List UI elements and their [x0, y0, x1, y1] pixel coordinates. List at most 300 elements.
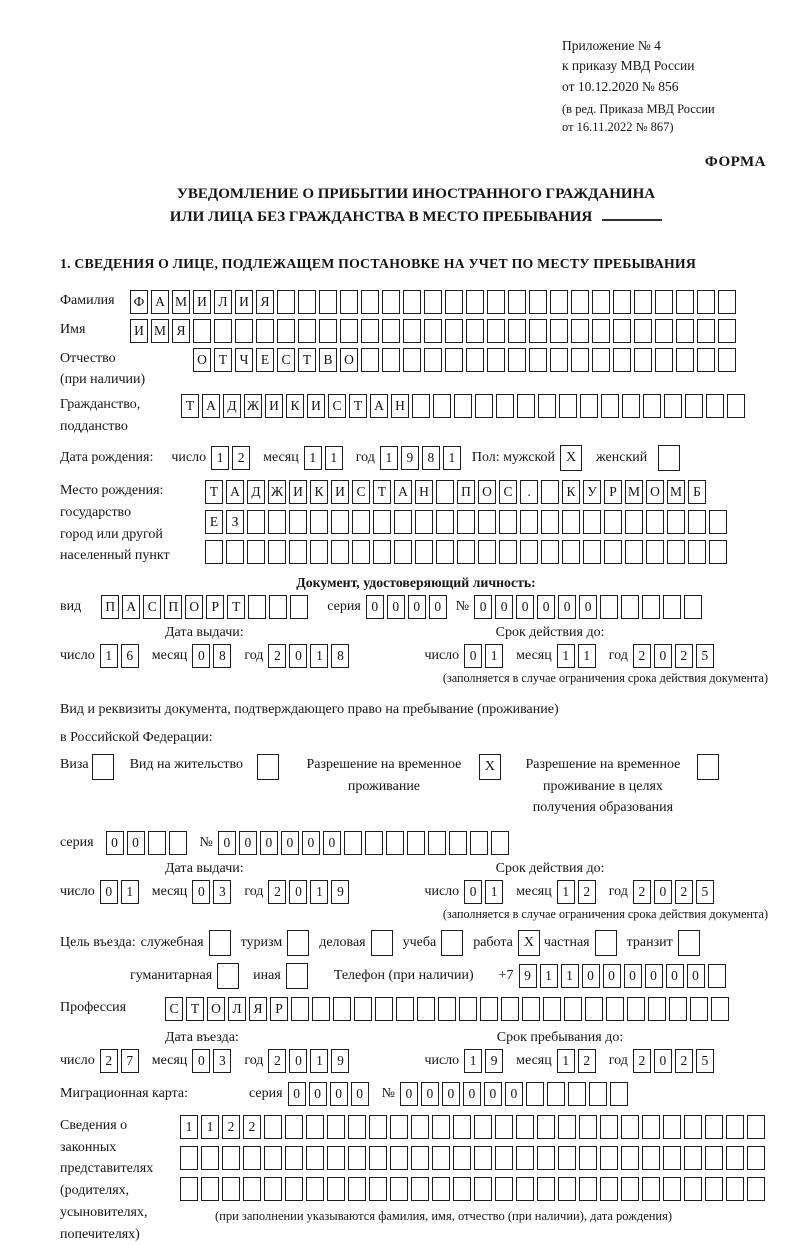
form-cell[interactable]: 0 — [464, 644, 482, 668]
form-cell[interactable] — [583, 540, 601, 564]
form-cell[interactable] — [306, 1115, 324, 1139]
form-cell[interactable]: 1 — [325, 446, 343, 470]
form-cell[interactable]: 0 — [464, 880, 482, 904]
form-cell[interactable] — [664, 394, 682, 418]
form-cell[interactable] — [621, 1146, 639, 1170]
form-cell[interactable] — [562, 510, 580, 534]
form-cell[interactable]: А — [226, 480, 244, 504]
form-cell[interactable]: 2 — [578, 1049, 596, 1073]
form-cell[interactable] — [369, 1115, 387, 1139]
form-cell[interactable]: 0 — [484, 1082, 502, 1106]
opt-study-checkbox[interactable] — [441, 930, 463, 956]
form-cell[interactable] — [688, 510, 706, 534]
form-cell[interactable]: . — [520, 480, 538, 504]
form-cell[interactable] — [705, 1177, 723, 1201]
form-cell[interactable] — [445, 348, 463, 372]
form-cell[interactable]: 0 — [463, 1082, 481, 1106]
form-cell[interactable] — [268, 510, 286, 534]
form-cell[interactable] — [705, 1146, 723, 1170]
form-cell[interactable] — [571, 290, 589, 314]
form-cell[interactable] — [508, 348, 526, 372]
form-cell[interactable] — [412, 394, 430, 418]
form-cell[interactable] — [433, 394, 451, 418]
form-cell[interactable]: К — [310, 480, 328, 504]
form-cell[interactable] — [394, 510, 412, 534]
form-cell[interactable] — [592, 348, 610, 372]
form-cell[interactable]: 0 — [260, 831, 278, 855]
form-cell[interactable]: 0 — [442, 1082, 460, 1106]
form-cell[interactable]: 9 — [519, 964, 537, 988]
form-cell[interactable] — [508, 319, 526, 343]
form-cell[interactable]: Т — [298, 348, 316, 372]
form-cell[interactable] — [382, 319, 400, 343]
form-cell[interactable] — [449, 831, 467, 855]
form-cell[interactable] — [289, 510, 307, 534]
form-cell[interactable]: 0 — [366, 595, 384, 619]
form-cell[interactable]: О — [193, 348, 211, 372]
form-cell[interactable]: Л — [214, 290, 232, 314]
form-cell[interactable] — [432, 1177, 450, 1201]
form-cell[interactable] — [445, 290, 463, 314]
form-cell[interactable] — [478, 540, 496, 564]
form-cell[interactable] — [390, 1146, 408, 1170]
form-cell[interactable] — [634, 348, 652, 372]
residence-permit-checkbox[interactable] — [257, 754, 279, 780]
form-cell[interactable] — [684, 1146, 702, 1170]
form-cell[interactable] — [667, 510, 685, 534]
form-cell[interactable] — [690, 997, 708, 1021]
form-cell[interactable] — [327, 1146, 345, 1170]
form-cell[interactable] — [348, 1146, 366, 1170]
form-cell[interactable] — [487, 290, 505, 314]
form-cell[interactable] — [520, 510, 538, 534]
form-cell[interactable]: 1 — [561, 964, 579, 988]
form-cell[interactable] — [520, 540, 538, 564]
form-cell[interactable]: С — [328, 394, 346, 418]
form-cell[interactable] — [600, 1115, 618, 1139]
form-cell[interactable]: П — [164, 595, 182, 619]
form-cell[interactable] — [579, 1177, 597, 1201]
form-cell[interactable] — [285, 1177, 303, 1201]
form-cell[interactable]: Я — [256, 290, 274, 314]
form-cell[interactable] — [663, 1177, 681, 1201]
form-cell[interactable]: Т — [349, 394, 367, 418]
form-cell[interactable]: 0 — [323, 831, 341, 855]
form-cell[interactable]: Р — [206, 595, 224, 619]
form-cell[interactable]: 9 — [485, 1049, 503, 1073]
temp-residence-edu-checkbox[interactable] — [697, 754, 719, 780]
form-cell[interactable]: 0 — [192, 880, 210, 904]
form-cell[interactable] — [604, 540, 622, 564]
form-cell[interactable] — [411, 1146, 429, 1170]
form-cell[interactable] — [706, 394, 724, 418]
form-cell[interactable] — [541, 540, 559, 564]
form-cell[interactable]: Р — [604, 480, 622, 504]
form-cell[interactable]: А — [394, 480, 412, 504]
form-cell[interactable] — [193, 319, 211, 343]
form-cell[interactable]: 1 — [557, 644, 575, 668]
form-cell[interactable]: 0 — [127, 831, 145, 855]
form-cell[interactable]: И — [307, 394, 325, 418]
form-cell[interactable] — [491, 831, 509, 855]
form-cell[interactable]: Я — [172, 319, 190, 343]
form-cell[interactable] — [601, 394, 619, 418]
form-cell[interactable] — [655, 348, 673, 372]
form-cell[interactable] — [424, 348, 442, 372]
form-cell[interactable] — [169, 831, 187, 855]
form-cell[interactable] — [243, 1146, 261, 1170]
form-cell[interactable] — [571, 348, 589, 372]
form-cell[interactable]: У — [583, 480, 601, 504]
form-cell[interactable] — [613, 348, 631, 372]
form-cell[interactable] — [642, 595, 660, 619]
form-cell[interactable] — [382, 290, 400, 314]
form-cell[interactable]: 2 — [100, 1049, 118, 1073]
form-cell[interactable]: 3 — [213, 880, 231, 904]
form-cell[interactable]: Б — [688, 480, 706, 504]
opt-tourism-checkbox[interactable] — [287, 930, 309, 956]
form-cell[interactable] — [264, 1146, 282, 1170]
form-cell[interactable] — [585, 997, 603, 1021]
form-cell[interactable] — [589, 1082, 607, 1106]
form-cell[interactable] — [600, 1146, 618, 1170]
form-cell[interactable]: 2 — [243, 1115, 261, 1139]
form-cell[interactable] — [550, 348, 568, 372]
form-cell[interactable] — [331, 540, 349, 564]
form-cell[interactable] — [516, 1115, 534, 1139]
form-cell[interactable] — [621, 1177, 639, 1201]
form-cell[interactable] — [718, 290, 736, 314]
form-cell[interactable]: К — [562, 480, 580, 504]
form-cell[interactable] — [369, 1177, 387, 1201]
form-cell[interactable]: 0 — [289, 1049, 307, 1073]
form-cell[interactable] — [496, 394, 514, 418]
form-cell[interactable] — [390, 1115, 408, 1139]
form-cell[interactable] — [610, 1082, 628, 1106]
form-cell[interactable] — [676, 319, 694, 343]
form-cell[interactable] — [417, 997, 435, 1021]
form-cell[interactable]: 1 — [557, 1049, 575, 1073]
form-cell[interactable]: 1 — [211, 446, 229, 470]
form-cell[interactable] — [361, 290, 379, 314]
form-cell[interactable] — [655, 290, 673, 314]
form-cell[interactable] — [726, 1146, 744, 1170]
form-cell[interactable]: К — [286, 394, 304, 418]
form-cell[interactable]: 1 — [310, 1049, 328, 1073]
form-cell[interactable] — [747, 1115, 765, 1139]
form-cell[interactable] — [529, 319, 547, 343]
form-cell[interactable] — [508, 290, 526, 314]
form-cell[interactable]: 0 — [400, 1082, 418, 1106]
form-cell[interactable] — [348, 1115, 366, 1139]
form-cell[interactable] — [646, 540, 664, 564]
form-cell[interactable]: 3 — [213, 1049, 231, 1073]
form-cell[interactable] — [361, 348, 379, 372]
form-cell[interactable]: 2 — [675, 880, 693, 904]
form-cell[interactable] — [708, 964, 726, 988]
form-cell[interactable]: 0 — [429, 595, 447, 619]
form-cell[interactable] — [277, 290, 295, 314]
form-cell[interactable] — [291, 997, 309, 1021]
form-cell[interactable]: 0 — [558, 595, 576, 619]
form-cell[interactable]: 2 — [268, 880, 286, 904]
form-cell[interactable]: 0 — [582, 964, 600, 988]
form-cell[interactable] — [306, 1146, 324, 1170]
form-cell[interactable] — [600, 1177, 618, 1201]
form-cell[interactable] — [290, 595, 308, 619]
form-cell[interactable] — [592, 319, 610, 343]
form-cell[interactable]: М — [172, 290, 190, 314]
form-cell[interactable]: И — [289, 480, 307, 504]
form-cell[interactable]: 0 — [516, 595, 534, 619]
form-cell[interactable]: М — [625, 480, 643, 504]
form-cell[interactable] — [382, 348, 400, 372]
form-cell[interactable] — [537, 1115, 555, 1139]
sex-male-checkbox[interactable]: X — [560, 445, 582, 471]
form-cell[interactable]: 5 — [696, 644, 714, 668]
form-cell[interactable] — [310, 540, 328, 564]
form-cell[interactable] — [235, 319, 253, 343]
form-cell[interactable] — [726, 1115, 744, 1139]
form-cell[interactable]: 5 — [696, 880, 714, 904]
form-cell[interactable] — [718, 319, 736, 343]
form-cell[interactable] — [625, 540, 643, 564]
form-cell[interactable]: 1 — [304, 446, 322, 470]
form-cell[interactable] — [634, 290, 652, 314]
form-cell[interactable] — [499, 540, 517, 564]
form-cell[interactable] — [310, 510, 328, 534]
form-cell[interactable]: С — [165, 997, 183, 1021]
form-cell[interactable]: 0 — [387, 595, 405, 619]
form-cell[interactable] — [436, 540, 454, 564]
form-cell[interactable]: 8 — [213, 644, 231, 668]
form-cell[interactable] — [478, 510, 496, 534]
form-cell[interactable]: 1 — [310, 644, 328, 668]
form-cell[interactable]: 0 — [192, 644, 210, 668]
form-cell[interactable]: Н — [415, 480, 433, 504]
form-cell[interactable] — [454, 394, 472, 418]
form-cell[interactable]: 1 — [557, 880, 575, 904]
form-cell[interactable]: Т — [214, 348, 232, 372]
form-cell[interactable]: 0 — [687, 964, 705, 988]
form-cell[interactable]: И — [130, 319, 148, 343]
form-cell[interactable] — [663, 1146, 681, 1170]
form-cell[interactable] — [499, 510, 517, 534]
form-cell[interactable] — [579, 1115, 597, 1139]
form-cell[interactable] — [411, 1115, 429, 1139]
form-cell[interactable] — [648, 997, 666, 1021]
form-cell[interactable] — [516, 1146, 534, 1170]
form-cell[interactable]: 0 — [495, 595, 513, 619]
form-cell[interactable] — [432, 1115, 450, 1139]
form-cell[interactable]: Ж — [244, 394, 262, 418]
form-cell[interactable] — [256, 319, 274, 343]
form-cell[interactable] — [543, 997, 561, 1021]
form-cell[interactable]: С — [499, 480, 517, 504]
form-cell[interactable] — [747, 1146, 765, 1170]
form-cell[interactable] — [663, 1115, 681, 1139]
form-cell[interactable]: 9 — [401, 446, 419, 470]
form-cell[interactable]: В — [319, 348, 337, 372]
opt-work-checkbox[interactable]: X — [518, 930, 540, 956]
form-cell[interactable]: О — [340, 348, 358, 372]
form-cell[interactable]: 1 — [121, 880, 139, 904]
form-cell[interactable] — [676, 290, 694, 314]
form-cell[interactable] — [604, 510, 622, 534]
form-cell[interactable] — [474, 1177, 492, 1201]
form-cell[interactable]: И — [331, 480, 349, 504]
form-cell[interactable] — [394, 540, 412, 564]
form-cell[interactable] — [550, 319, 568, 343]
form-cell[interactable]: А — [202, 394, 220, 418]
form-cell[interactable] — [537, 1146, 555, 1170]
form-cell[interactable]: 1 — [201, 1115, 219, 1139]
form-cell[interactable] — [352, 540, 370, 564]
form-cell[interactable] — [264, 1115, 282, 1139]
form-cell[interactable] — [373, 540, 391, 564]
form-cell[interactable] — [711, 997, 729, 1021]
form-cell[interactable] — [411, 1177, 429, 1201]
form-cell[interactable]: 0 — [309, 1082, 327, 1106]
form-cell[interactable]: Т — [186, 997, 204, 1021]
form-cell[interactable] — [495, 1146, 513, 1170]
form-cell[interactable] — [568, 1082, 586, 1106]
form-cell[interactable]: 8 — [422, 446, 440, 470]
form-cell[interactable]: 0 — [654, 1049, 672, 1073]
form-cell[interactable]: О — [478, 480, 496, 504]
form-cell[interactable]: Ф — [130, 290, 148, 314]
opt-humanitarian-checkbox[interactable] — [217, 963, 239, 989]
form-cell[interactable]: Ч — [235, 348, 253, 372]
form-cell[interactable] — [600, 595, 618, 619]
form-cell[interactable] — [340, 290, 358, 314]
form-cell[interactable]: А — [151, 290, 169, 314]
form-cell[interactable] — [432, 1146, 450, 1170]
form-cell[interactable] — [685, 394, 703, 418]
form-cell[interactable] — [474, 1146, 492, 1170]
form-cell[interactable] — [333, 997, 351, 1021]
form-cell[interactable] — [222, 1146, 240, 1170]
form-cell[interactable]: 0 — [330, 1082, 348, 1106]
form-cell[interactable] — [466, 348, 484, 372]
form-cell[interactable] — [558, 1146, 576, 1170]
form-cell[interactable]: 0 — [505, 1082, 523, 1106]
form-cell[interactable] — [312, 997, 330, 1021]
form-cell[interactable] — [226, 540, 244, 564]
temp-residence-checkbox[interactable]: X — [479, 754, 501, 780]
form-cell[interactable] — [289, 540, 307, 564]
form-cell[interactable]: И — [235, 290, 253, 314]
form-cell[interactable]: 9 — [331, 1049, 349, 1073]
form-cell[interactable]: 0 — [654, 880, 672, 904]
form-cell[interactable] — [487, 319, 505, 343]
form-cell[interactable] — [642, 1146, 660, 1170]
form-cell[interactable] — [709, 510, 727, 534]
form-cell[interactable] — [579, 1146, 597, 1170]
opt-transit-checkbox[interactable] — [678, 930, 700, 956]
form-cell[interactable] — [541, 510, 559, 534]
form-cell[interactable] — [331, 510, 349, 534]
form-cell[interactable]: 0 — [289, 644, 307, 668]
form-cell[interactable] — [526, 1082, 544, 1106]
form-cell[interactable]: Т — [181, 394, 199, 418]
form-cell[interactable] — [495, 1115, 513, 1139]
form-cell[interactable] — [562, 540, 580, 564]
form-cell[interactable] — [415, 540, 433, 564]
form-cell[interactable] — [373, 510, 391, 534]
form-cell[interactable] — [415, 510, 433, 534]
form-cell[interactable] — [501, 997, 519, 1021]
form-cell[interactable] — [571, 319, 589, 343]
form-cell[interactable] — [285, 1115, 303, 1139]
form-cell[interactable] — [396, 997, 414, 1021]
form-cell[interactable] — [201, 1146, 219, 1170]
visa-checkbox[interactable] — [92, 754, 114, 780]
form-cell[interactable] — [625, 510, 643, 534]
form-cell[interactable] — [424, 290, 442, 314]
form-cell[interactable] — [180, 1177, 198, 1201]
form-cell[interactable]: 1 — [100, 644, 118, 668]
form-cell[interactable] — [613, 290, 631, 314]
form-cell[interactable] — [424, 319, 442, 343]
form-cell[interactable]: Н — [391, 394, 409, 418]
form-cell[interactable] — [390, 1177, 408, 1201]
form-cell[interactable]: 1 — [464, 1049, 482, 1073]
opt-other-checkbox[interactable] — [286, 963, 308, 989]
form-cell[interactable]: И — [265, 394, 283, 418]
form-cell[interactable] — [365, 831, 383, 855]
opt-official-checkbox[interactable] — [209, 930, 231, 956]
form-cell[interactable] — [606, 997, 624, 1021]
form-cell[interactable] — [705, 1115, 723, 1139]
form-cell[interactable]: 2 — [222, 1115, 240, 1139]
form-cell[interactable]: 0 — [603, 964, 621, 988]
form-cell[interactable]: Д — [223, 394, 241, 418]
form-cell[interactable]: 8 — [331, 644, 349, 668]
form-cell[interactable] — [375, 997, 393, 1021]
form-cell[interactable] — [541, 480, 559, 504]
form-cell[interactable] — [475, 394, 493, 418]
form-cell[interactable]: М — [667, 480, 685, 504]
form-cell[interactable]: Ж — [268, 480, 286, 504]
form-cell[interactable]: 1 — [485, 644, 503, 668]
form-cell[interactable] — [718, 348, 736, 372]
form-cell[interactable] — [201, 1177, 219, 1201]
sex-female-checkbox[interactable] — [658, 445, 680, 471]
opt-private-checkbox[interactable] — [595, 930, 617, 956]
form-cell[interactable] — [634, 319, 652, 343]
form-cell[interactable] — [487, 348, 505, 372]
form-cell[interactable]: С — [277, 348, 295, 372]
form-cell[interactable]: Е — [256, 348, 274, 372]
form-cell[interactable]: 2 — [268, 1049, 286, 1073]
form-cell[interactable]: 9 — [331, 880, 349, 904]
form-cell[interactable] — [457, 510, 475, 534]
form-cell[interactable] — [247, 540, 265, 564]
form-cell[interactable] — [643, 394, 661, 418]
form-cell[interactable]: 2 — [232, 446, 250, 470]
form-cell[interactable] — [428, 831, 446, 855]
form-cell[interactable] — [243, 1177, 261, 1201]
form-cell[interactable] — [214, 319, 232, 343]
form-cell[interactable] — [319, 319, 337, 343]
form-cell[interactable] — [361, 319, 379, 343]
form-cell[interactable]: 2 — [675, 644, 693, 668]
form-cell[interactable] — [684, 1115, 702, 1139]
form-cell[interactable]: 0 — [474, 595, 492, 619]
form-cell[interactable] — [621, 1115, 639, 1139]
form-cell[interactable] — [436, 510, 454, 534]
